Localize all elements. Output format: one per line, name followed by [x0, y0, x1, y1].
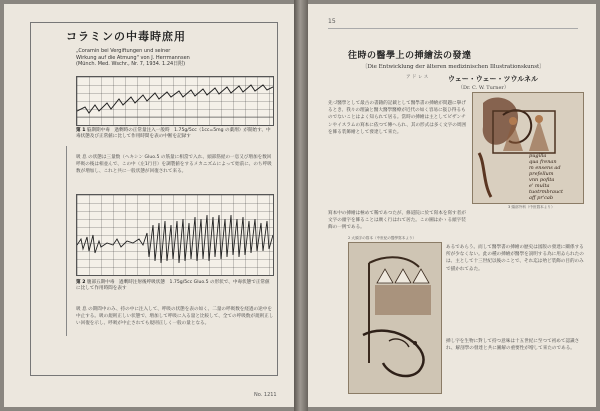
right-page [308, 4, 596, 407]
paragraph-1: 吸 息 の状態は三量数（ヘキシン Gluo.5 の筋量に相當で入れ、頭部筋経の一息又び増加を数回呼吸の後は相並んで、この中（左1行目）を調製値をするメカニズムによって始前に、のち呼吸数が増加し、これと共に一般状態が回復されて来る。 [76, 155, 272, 174]
side-rule [52, 146, 67, 336]
page-number: No. 1211 [254, 392, 277, 398]
byline-label: ア ド レ ス [406, 75, 429, 80]
body-paragraph-2: 寫本中の挿繪は極めて稀であつたが、修道院に於て寫本を寫す者が文字の頭字を飾ることは廣く行はれて居た。この圖はかゝる頭字装飾の一例である。 [328, 211, 466, 231]
body-paragraph-1: 先づ醫學として最古の書籍的記載として醫學書の挿繪が問題に擧げるとき、我々の理論と醫大醫學醫療が近代の如く容易に扱ひ得るものでないことはよく知られて居る。當時の挿繪は主としてビザンチンやイスラムの寫本に依つて傳へられ、其の形式は多く文字の周囲を飾る装飾繪として發達して來た。 [328, 101, 466, 135]
illuminated-letter-image [348, 242, 442, 394]
body-paragraph-3: あるであらう。而して醫學書の挿繪の歴史は図版の發達に關係する所が少なくない。此の種の挿繪が醫學を説明する為に用ゐられたのは、主として十三世紀以後のことで、それ迄は殆ど装飾の目的のみで描かれてゐた。 [446, 245, 584, 272]
breathing-chart-2 [76, 194, 274, 276]
figure-2-caption: 第 2 腹部五期中毒 過剰時注射後呼吸状態 1.75g/5cc Gluo.5 の形状で、中毒状態で正常値に比して作用時間を表す [76, 280, 270, 291]
page-number: 15 [328, 18, 336, 25]
citation: „Coramin bei Vergiftungen und seiner Wirkung auf die Atmung" von J. Herrmannsen (Münch. Med. Wschr., Nr. 7, 1934. 1.24日附) [76, 48, 190, 67]
page-title: コラミンの中毒時庶用 [66, 30, 186, 43]
header-rule [328, 28, 578, 29]
figure-1-caption: 第 1 脳期期中毒 過剰時の正常量注入一般時 1.75g/5cc（1cc=5mg の薬剤）が開始す、中毒状態及び正常値に比して作用時間を表の中断を記録す [76, 128, 271, 139]
manuscript-image [472, 92, 584, 204]
author-latin: （Dr. C. W. Turner） [458, 85, 509, 91]
left-page [4, 4, 294, 407]
body-paragraph-4: 挿し字を生物に對して持つ意味は十五世紀に至つて初めて認識され、解剖學の發達と共に圖解の重要性が増して來たのである。 [446, 339, 580, 352]
article-subtitle: 〔Die Entwicklung der älteren medizinischen Illustrationskunst〕 [362, 64, 545, 70]
paragraph-2: 吸 息 の期間中のみ、持の中に注入して、呼吸の状態を表の如く、二量の呼吸数を経過の途中を中止する。吸の規則正しい状態で、増加して呼吸に入る量と比較して、全ての呼吸数が規則正しい回復を示し、呼吸が中止されても規則正しく一般の量となる。 [76, 307, 274, 326]
author-name: ウェー・ウェー・ツウルネル [448, 74, 539, 83]
book-gutter [294, 0, 308, 411]
figure-2-caption-right: 2 大頭字の寫本（中世紀の醫學寫本より） [348, 236, 417, 240]
manuscript-text: pugilla qua frenan m ensens ad prefellum vnn pofita e' multa tuotrmbrauct aff pr'cab [529, 153, 563, 201]
article-title: 往時の醫學上の挿繪法の發達 [348, 51, 472, 61]
figure-3-caption: 3 頭部外科（中世寫本より） [508, 205, 555, 209]
breathing-chart-1 [76, 76, 274, 126]
